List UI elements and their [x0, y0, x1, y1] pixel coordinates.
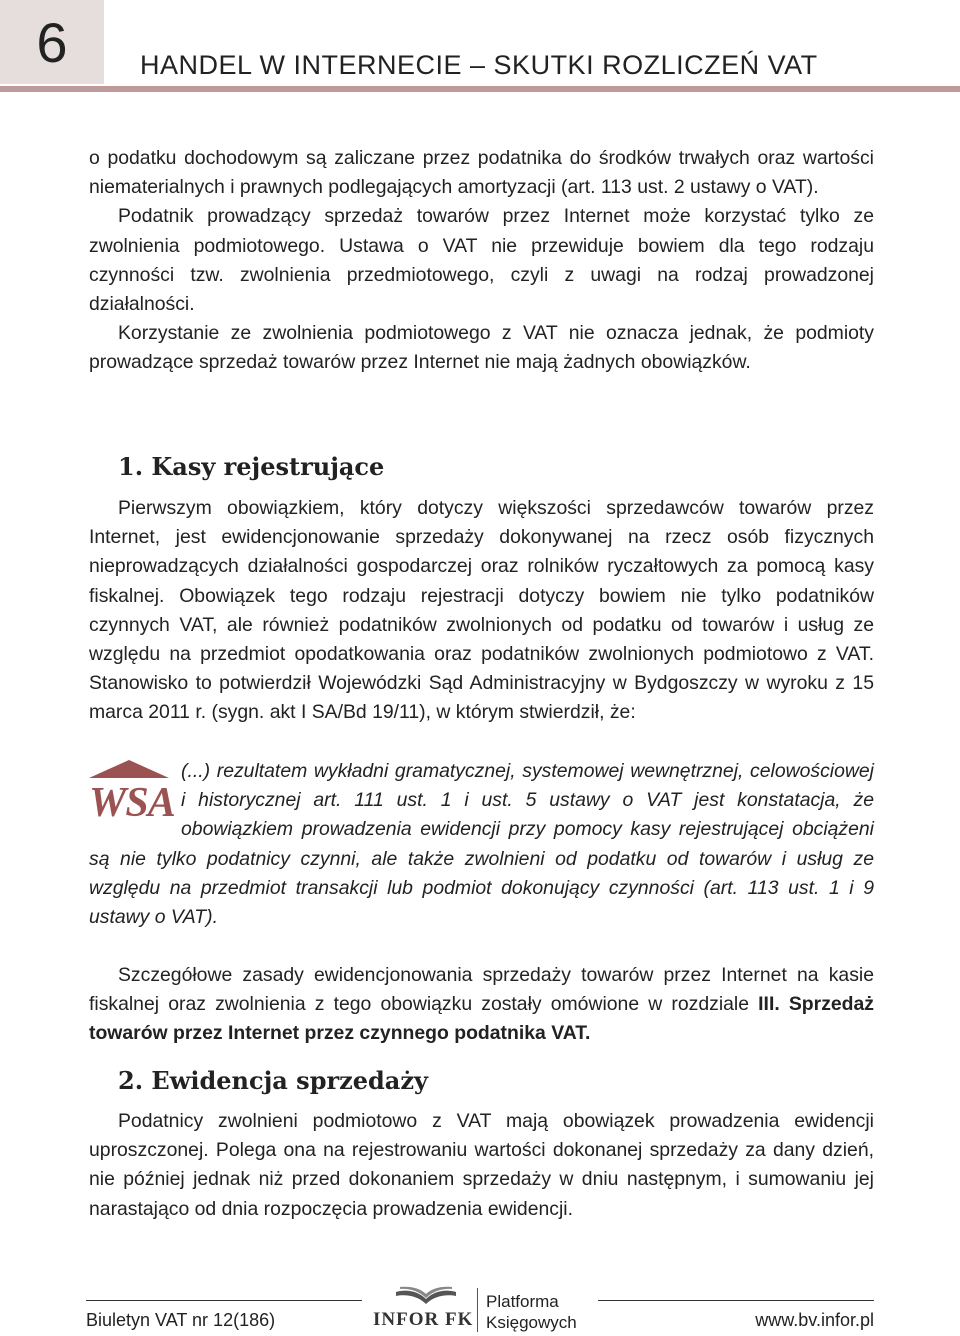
- intro-paragraph-1: o podatku dochodowym są zaliczane przez podatnika do środków trwałych oraz wartości niematerialnych i prawnych podlegających amortyzacji (art. 113 ust. 2 ustawy o VAT).: [89, 147, 874, 199]
- court-quote: [89, 757, 874, 932]
- footer-website: www.bv.infor.pl: [755, 1310, 874, 1330]
- wsa-logo: [89, 757, 177, 839]
- logo-separator: [477, 1288, 478, 1332]
- section-1-paragraph-1: Pierwszym obowiązkiem, który dotyczy większości sprzedawców towarów przez Internet, jest ewidencjonowanie sprzedaży dokonywanej na rzecz osób fizycznych nieprowadzących działalności gospodarczej oraz rolników ryczałtowych za pomocą kasy fiskalnej. Obowiązek tego rodzaju rejestracji dotyczy bowiem nie tylko podatników czynnych VAT, ale również podatników zwolnionych od podatku od towarów i usług ze względu na przedmiot opodatkowania oraz podatników zwolnionych podmiotowo z VAT. Stanowisko to potwierdził Wojewódzki Sąd Administracyjny w Bydgoszczy w wyroku z 15 marca 2011 r. (sygn. akt I SA/Bd 19/11), w którym stwierdził, że:: [89, 497, 874, 724]
- section-1-paragraph-2-text: Szczegółowe zasady ewidencjonowania sprzedaży towarów przez Internet na kasie fiskalnej oraz zwolnienia z tego obowiązku zostały omówione w rozdziale: [89, 964, 874, 1016]
- logo-line-2: Księgowych: [486, 1313, 577, 1332]
- intro-text: [89, 144, 874, 378]
- section-2-heading: 2. Ewidencja sprzedaży: [118, 1066, 428, 1095]
- logo-line-1: Platforma: [486, 1292, 559, 1311]
- chapter-title: HANDEL W INTERNECIE – SKUTKI ROZLICZEŃ VAT: [140, 50, 818, 80]
- footer-rule-right: [598, 1300, 874, 1301]
- section-2-paragraph-1: Podatnicy zwolnieni podmiotowo z VAT mają obowiązek prowadzenia ewidencji uproszczonej. Polega ona na rejestrowaniu wartości dokonanej sprzedaży za dany dzień, nie później jednak niż przed dokonaniem sprzedaży w dniu następnym, i sumowaniu jej narastająco od dnia rozpoczęcia prowadzenia ewidencji.: [89, 1110, 874, 1220]
- intro-paragraph-2: Podatnik prowadzący sprzedaż towarów przez Internet może korzystać tylko ze zwolnienia podmiotowego. Ustawa o VAT nie przewiduje bowiem dla tego rodzaju czynności tzw. zwolnienia przedmiotowego, czyli z uwagi na rodzaj prowadzonej działalności.: [89, 205, 874, 316]
- footer-publication: Biuletyn VAT nr 12(186): [86, 1310, 276, 1330]
- page-number: 6: [36, 11, 68, 74]
- chapter-reference: III. Sprzedaż towarów przez Internet przez czynnego podatnika VAT.: [89, 993, 874, 1045]
- section-1-heading: 1. Kasy rejestrujące: [118, 452, 385, 481]
- quote-text: (...) rezultatem wykładni gramatycznej, systemowej wewnętrznej, celowościowej i historycznej art. 111 ust. 1 i ust. 5 ustawy o VAT jest konstatacja, że obowiązkiem prowadzenia ewidencji przy pomocy kasy rejestrującej obciążeni są nie tylko podatnicy czynni, ale także zwolnieni od podatku od towarów i usług ze względu na przedmiot transakcji lub podmiot dokonujący czynności (art. 113 ust. 1 i 9 ustawy o VAT).: [89, 760, 874, 929]
- wsa-logo-text: WSA: [89, 780, 175, 826]
- page-number-box: [0, 0, 104, 84]
- section-1-paragraph-2: [89, 961, 874, 1049]
- header-rule: [0, 86, 960, 92]
- roof-icon: [89, 760, 169, 778]
- infor-logo: [370, 1282, 590, 1336]
- infor-brand: INFOR FK: [373, 1309, 474, 1330]
- footer-rule-left: [86, 1300, 362, 1301]
- book-icon: [394, 1286, 458, 1306]
- intro-paragraph-3: Korzystanie ze zwolnienia podmiotowego z VAT nie oznacza jednak, że podmioty prowadzące sprzedaż towarów przez Internet nie mają żadnych obowiązków.: [89, 322, 874, 374]
- section-2-text: [89, 1107, 874, 1224]
- section-1-text-2: [89, 961, 874, 1049]
- section-1-text: [89, 494, 874, 728]
